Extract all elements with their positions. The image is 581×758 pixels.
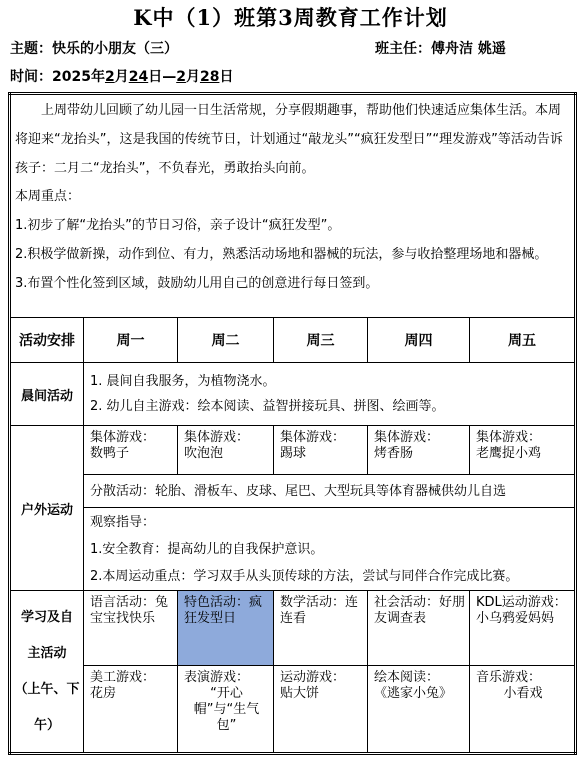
outdoor-group-tue [178, 426, 274, 475]
time-label: 时间： [10, 69, 52, 85]
study-name: 花房 [90, 686, 117, 701]
focus-item-2: 2.积极学做新操，动作到位、有力，熟悉活动场地和器械的玩法，参与收拾整理场地和器械。 [15, 246, 548, 262]
header-friday: 周五 [470, 318, 576, 363]
outdoor-observation-row [10, 508, 576, 591]
teacher-info [375, 38, 506, 58]
group-type: 集体游戏： [90, 430, 156, 445]
study-fri-2 [470, 666, 576, 754]
time-day-end: 28 [199, 69, 220, 85]
study-name: 贴大饼 [280, 686, 320, 701]
header-thursday: 周四 [368, 318, 470, 363]
teacher-label: 班主任： [375, 41, 431, 57]
header-tuesday: 周二 [178, 318, 274, 363]
time-day-start: 24 [128, 69, 149, 85]
study-type: 表演游戏： [184, 670, 250, 685]
study-wed-2 [274, 666, 368, 754]
study-thu-2 [368, 666, 470, 754]
time-day-start-unit: 日— [148, 69, 177, 85]
time-year: 2025年 [52, 69, 105, 85]
outdoor-group-row [10, 426, 576, 475]
observation-item-1: 1.安全教育：提高幼儿的自我保护意识。 [90, 541, 324, 557]
group-name: 数鸭子 [90, 446, 130, 461]
study-row-1 [10, 591, 576, 666]
morning-item-1: 1. 晨间自我服务，为植物浇水。 [90, 374, 276, 389]
time-month-start-unit: 月 [114, 69, 129, 85]
focus-item-3: 3.布置个性化签到区域，鼓励幼儿用自己的创意进行每日签到。 [15, 275, 379, 291]
observation-label: 观察指导： [90, 514, 156, 530]
outdoor-group-fri [470, 426, 576, 475]
study-wed-1: 数学活动：连连看 [274, 591, 368, 666]
study-mon-2 [84, 666, 178, 754]
outdoor-group-thu [368, 426, 470, 475]
intro-row [10, 94, 576, 318]
study-label-line: 学习及自 [20, 609, 73, 625]
outdoor-group-wed [274, 426, 368, 475]
morning-row [10, 363, 576, 426]
plan-table [8, 92, 577, 755]
page-title: K中（1）班第3周教育工作计划 [133, 5, 448, 30]
observation-item-2: 2.本周运动重点：学习双手从头顶传球的方法，尝试与同伴合作完成比赛。 [90, 568, 519, 584]
outdoor-group-mon [84, 426, 178, 475]
group-type: 集体游戏： [184, 430, 250, 445]
outdoor-observation [84, 508, 576, 591]
study-label-line: 主活动 [27, 645, 67, 661]
study-name: “开心帽”与“生气包” [193, 686, 260, 733]
group-name: 烤香肠 [374, 446, 414, 461]
study-name: 《逃家小兔》 [374, 686, 453, 701]
header-monday: 周一 [84, 318, 178, 363]
focus-item-1: 1.初步了解“龙抬头”的节日习俗，亲子设计“疯狂发型”。 [15, 218, 341, 234]
header-activity: 活动安排 [10, 318, 84, 363]
time-day-end-unit: 日 [219, 69, 234, 85]
study-type: 运动游戏： [280, 670, 346, 685]
study-row-2 [10, 666, 576, 754]
outdoor-scatter-row [10, 475, 576, 508]
group-type: 集体游戏： [374, 430, 440, 445]
study-type: 绘本阅读： [374, 670, 440, 685]
study-fri-1: KDL运动游戏：小乌鸦爱妈妈 [470, 591, 576, 666]
study-label-line: （上午、下 [14, 681, 80, 697]
study-thu-1: 社会活动：好朋友调查表 [368, 591, 470, 666]
morning-label: 晨间活动 [10, 363, 84, 426]
time-month-end: 2 [176, 69, 186, 85]
intro-cell [10, 94, 576, 318]
study-type: 音乐游戏： [476, 670, 542, 685]
outdoor-label: 户外运动 [10, 426, 84, 591]
time-month-end-unit: 月 [185, 69, 200, 85]
group-type: 集体游戏： [476, 430, 542, 445]
intro-paragraph: 上周带幼儿回顾了幼儿园一日生活常规，分享假期趣事，帮助他们快速适应集体生活。本周将迎来“龙抬头”，这是我国的传统节日，计划通过“敲龙头”“疯狂发型日”“理发游戏”等活动告诉孩子：二月二“龙抬头”，不负春光，勇敢抬头向前。 [15, 103, 563, 176]
study-tue-2 [178, 666, 274, 754]
theme-row [10, 38, 506, 58]
header-row [10, 318, 576, 363]
outdoor-scatter: 分散活动：轮胎、滑板车、皮球、尾巴、大型玩具等体育器械供幼儿自选 [84, 475, 576, 508]
study-mon-1: 语言活动：兔宝宝找快乐 [84, 591, 178, 666]
study-type: 美工游戏： [90, 670, 156, 685]
study-name: 小看戏 [503, 686, 543, 701]
morning-item-2: 2. 幼儿自主游戏：绘本阅读、益智拼接玩具、拼图、绘画等。 [90, 399, 445, 414]
group-type: 集体游戏： [280, 430, 346, 445]
study-label [10, 591, 84, 754]
theme-value: 快乐的小朋友（三） [52, 41, 178, 57]
study-tue-1-highlighted: 特色活动：疯狂发型日 [178, 591, 274, 666]
theme-label: 主题： [10, 41, 52, 57]
teacher-value: 傅舟洁 姚遥 [431, 41, 506, 57]
group-name: 吹泡泡 [184, 446, 224, 461]
time-row [10, 66, 233, 86]
focus-label: 本周重点： [15, 189, 81, 205]
morning-content [84, 363, 576, 426]
time-month-start: 2 [104, 69, 115, 85]
group-name: 踢球 [280, 446, 307, 461]
study-label-line: 午） [33, 717, 60, 733]
header-wednesday: 周三 [274, 318, 368, 363]
group-name: 老鹰捉小鸡 [476, 446, 542, 461]
